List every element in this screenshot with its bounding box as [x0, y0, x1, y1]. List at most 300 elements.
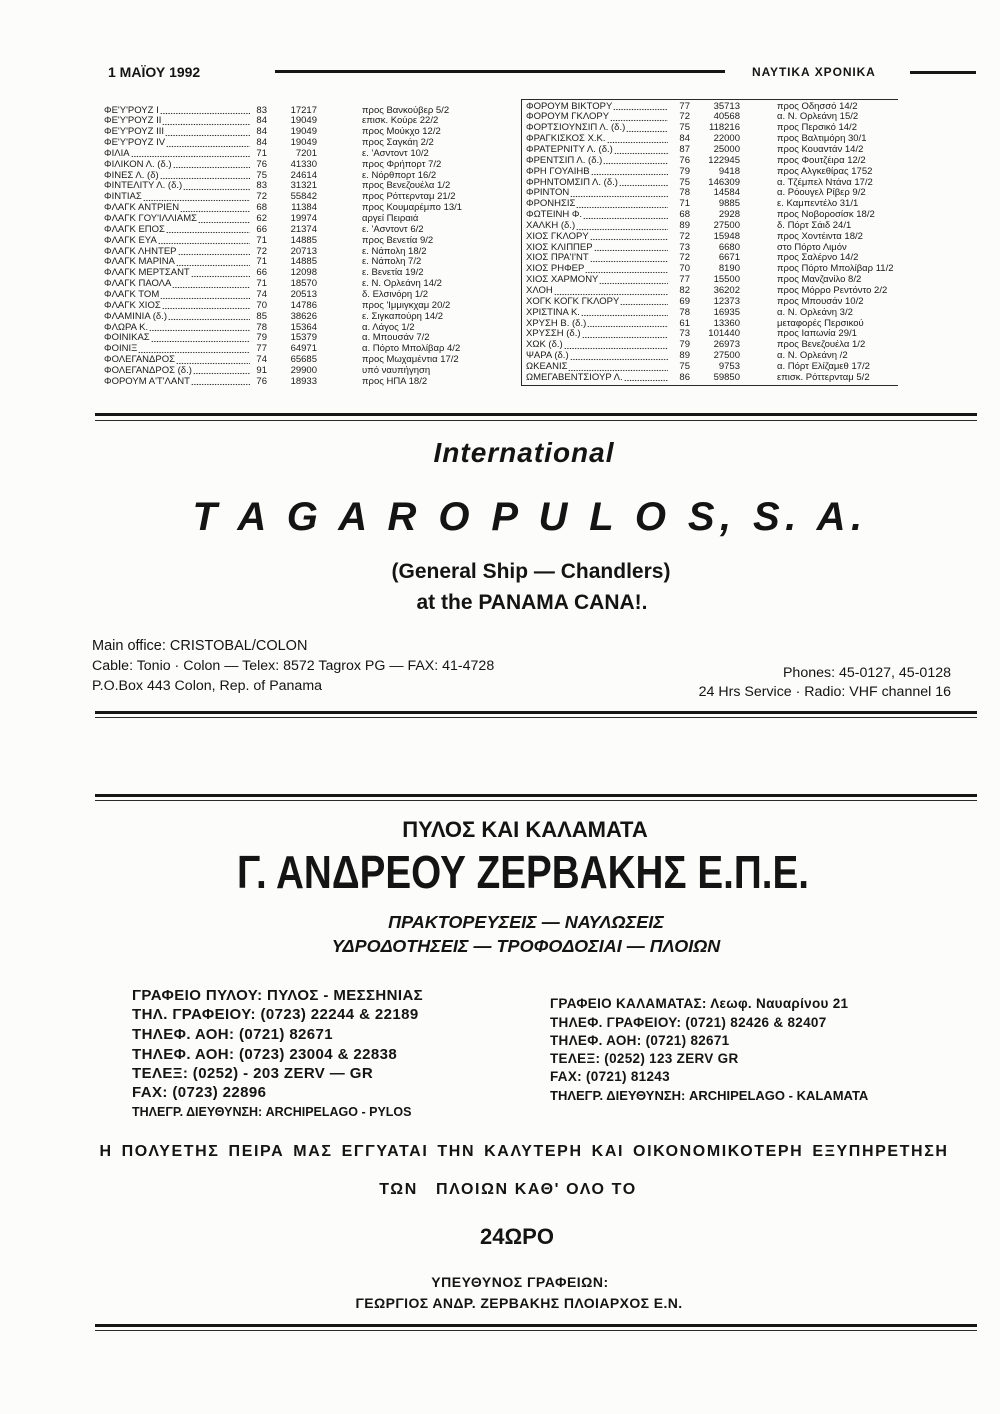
- tonnage: 14885: [290, 256, 317, 268]
- zervakis-services: ΥΔΡΟΔΟΤΗΣΕΙΣ — ΤΡΟΦΟΔΟΣΙΑΙ — ΠΛΟΙΩΝ: [331, 936, 721, 956]
- ship-name-cell: [104, 279, 250, 290]
- tonnage: 12373: [713, 295, 740, 307]
- kalamata-fax: FAX: (0721) 81243: [550, 1069, 670, 1084]
- build-year: 79: [679, 165, 690, 177]
- ship-status: επισκ. Ρόττερνταμ 5/2: [777, 371, 870, 383]
- header-rule-right: [910, 71, 976, 74]
- right-table-border-top: [521, 99, 898, 100]
- pylos-office-address: ΓΡΑΦΕΙΟ ΠΥΛΟΥ: ΠΥΛΟΣ - ΜΕΣΣΗΝΙΑΣ: [132, 987, 424, 1004]
- ship-name-cell: [526, 329, 668, 340]
- ship-name-cell: [104, 366, 250, 377]
- ship-name: ΦΛΑΓΚ ΜΑΡΙΝΑ: [104, 257, 175, 268]
- ship-status: ε. Νόρθπορτ 16/2: [362, 169, 437, 181]
- tonnage: 19049: [290, 126, 317, 138]
- kalamata-telegraph-address: ΤΗΛΕΓΡ. ΔΙΕΥΘΥΝΣΗ: ARCHIPELAGO - KALAMATA: [550, 1088, 869, 1103]
- ship-name-cell: [104, 377, 250, 388]
- ship-name-cell: [104, 323, 250, 334]
- tonnage: 12098: [290, 267, 317, 279]
- ship-status: προς Αλγκεθίρας 1752: [777, 165, 873, 177]
- build-year: 79: [256, 332, 267, 344]
- ship-name: ΦΡΗΝΤΟΜΣΙΠ Λ. (δ.): [526, 177, 618, 188]
- dot-leader: [620, 297, 668, 307]
- ship-name-cell: [104, 160, 250, 171]
- dot-leader: [607, 134, 668, 144]
- ship-status: ε. 'Ασντοντ 10/2: [362, 147, 429, 159]
- ship-name: ΧΙΟΣ ΚΛΙΠΠΕΡ: [526, 242, 593, 253]
- build-year: 73: [679, 328, 690, 340]
- pylos-aoh-phone: ΤΗΛΕΦ. ΑΟΗ: (0723) 23004 & 22838: [132, 1046, 398, 1063]
- dot-leader: [131, 149, 250, 159]
- ship-status: δ. Πόρτ Σάιδ 24/1: [777, 219, 852, 231]
- tagaropulos-po-box: P.O.Box 443 Colon, Rep. of Panama: [92, 678, 323, 694]
- ship-name: ΦΙΝΤΙΑΣ: [104, 192, 142, 203]
- dot-leader: [180, 203, 250, 213]
- dot-leader: [193, 366, 250, 376]
- dot-leader: [626, 123, 668, 133]
- tagaropulos-phones: Phones: 45-0127, 45-0128: [782, 665, 951, 681]
- tonnage: 59850: [713, 371, 740, 383]
- build-year: 62: [256, 213, 267, 224]
- tonnage: 20513: [290, 288, 317, 300]
- build-year: 75: [679, 122, 690, 134]
- ship-name-cell: [104, 301, 250, 312]
- table-row: [526, 373, 896, 384]
- ship-name: ΦΛΑΜΙΝΙΑ (δ.): [104, 311, 168, 322]
- build-year: 72: [679, 230, 690, 242]
- dot-leader: [582, 329, 668, 339]
- ship-status: προς 'Ιμμιγκχαμ 20/2: [362, 299, 451, 311]
- build-year: 84: [256, 115, 267, 127]
- dot-leader: [587, 319, 668, 329]
- ship-status: προς ΗΠΑ 18/2: [362, 375, 428, 387]
- dot-leader: [594, 243, 668, 253]
- kalamata-office-phone: ΤΗΛΕΦ. ΓΡΑΦΕΙΟΥ: (0721) 82426 & 82407: [550, 1015, 827, 1030]
- issue-date: 1 ΜΑΪΟΥ 1992: [108, 64, 201, 80]
- tonnage: 64971: [290, 343, 317, 355]
- build-year: 75: [679, 360, 690, 372]
- dot-leader: [176, 257, 250, 267]
- dot-leader: [568, 362, 668, 372]
- ad-rule-thin: [95, 717, 977, 718]
- ship-name: ΦΛΩΡΑ Κ.: [104, 322, 149, 333]
- ship-name: ΦΡΟΝΗΣΙΣ: [526, 199, 576, 210]
- ship-name-cell: [104, 203, 250, 214]
- ship-status: προς Κουμαρέμπο 13/1: [362, 202, 463, 214]
- build-year: 69: [679, 295, 690, 307]
- build-year: 75: [256, 169, 267, 181]
- tonnage: 118216: [709, 122, 740, 134]
- ship-name: ΧΡΥΣΗ Β. (δ.): [526, 318, 587, 329]
- pylos-fax: FAX: (0723) 22896: [132, 1084, 267, 1101]
- dot-leader: [160, 106, 250, 116]
- dot-leader: [576, 221, 668, 231]
- dot-leader: [158, 236, 250, 246]
- fleet-table-left: [104, 106, 518, 389]
- tonnage: 40568: [713, 111, 740, 123]
- tonnage: 14584: [713, 187, 740, 199]
- ship-name-cell: [104, 138, 250, 149]
- dot-leader: [166, 225, 250, 235]
- dot-leader: [168, 312, 250, 322]
- zervakis-services: ΠΡΑΚΤΟΡΕΥΣΕΙΣ — ΝΑΥΛΩΣΕΙΣ: [388, 912, 664, 932]
- tonnage: 24614: [290, 169, 317, 181]
- tonnage: 122945: [708, 154, 740, 166]
- zervakis-location: ΠΥΛΟΣ ΚΑΙ ΚΑΛΑΜΑΤΑ: [402, 817, 648, 842]
- dot-leader: [178, 247, 251, 257]
- tagaropulos-cable-telex-fax: Cable: Tonio · Colon — Telex: 8572 Tagrox PG — FAX: 41-4728: [92, 658, 495, 674]
- dot-leader: [143, 192, 250, 202]
- ship-name-cell: [526, 145, 668, 156]
- build-year: 89: [679, 350, 690, 362]
- tonnage: 7201: [295, 147, 317, 159]
- build-year: 74: [256, 288, 267, 300]
- ship-name: ΩΜΕΓΑΒΕΝΤΣΙΟΥΡ Λ.: [526, 372, 623, 383]
- build-year: 70: [256, 299, 267, 311]
- zervakis-company-name: Γ. ΑΝΔΡΕΟΥ ΖΕΡΒΑΚΗΣ Ε.Π.Ε.: [237, 846, 809, 898]
- dot-leader: [160, 290, 250, 300]
- ship-status: προς Μωχαμέντια 17/2: [362, 354, 459, 366]
- tonnage: 18570: [290, 278, 317, 290]
- ship-status: δ. Ελσινόρη 1/2: [362, 288, 429, 300]
- dot-leader: [198, 214, 250, 224]
- ship-name: ΧΑΛΚΗ (δ.): [526, 220, 576, 231]
- dot-leader: [599, 275, 668, 285]
- ship-name-cell: [526, 156, 668, 167]
- ship-name: ΧΙΟΣ ΠΡΑ'Ι'ΝΤ: [526, 253, 589, 264]
- ship-name-cell: [526, 275, 668, 286]
- ship-name-cell: [526, 221, 668, 232]
- ship-name-cell: [526, 243, 668, 254]
- footer-rule-thick: [95, 1324, 977, 1327]
- ship-name-cell: [104, 247, 250, 258]
- tonnage: 31321: [290, 180, 317, 192]
- ship-name-cell: [104, 355, 250, 366]
- tonnage: 17217: [290, 104, 317, 116]
- kalamata-telex: ΤΕΛΕΞ: (0252) 123 ZERV GR: [550, 1051, 739, 1066]
- tonnage: 21374: [290, 223, 317, 235]
- ship-name: ΧΙΟΣ ΓΚΛΟΡΥ: [526, 231, 589, 242]
- build-year: 76: [256, 375, 267, 387]
- tonnage: 36202: [713, 285, 740, 297]
- ship-name: ΦΛΑΓΚ ΕΠΟΣ: [104, 224, 165, 235]
- ship-name: ΦΙΛΙΑ: [104, 148, 130, 159]
- ship-name: ΦΕ'Υ'ΡΟΥΖ IV: [104, 138, 166, 149]
- right-table-border-left: [521, 99, 522, 386]
- ship-status: α. Ν. Ορλεάνη 3/2: [777, 306, 853, 318]
- publication-name: ΝΑΥΤΙΚΑ ΧΡΟΝΙΚΑ: [752, 65, 876, 79]
- ship-name-cell: [104, 257, 250, 268]
- dot-leader: [176, 355, 250, 365]
- tonnage: 26973: [713, 339, 740, 351]
- ship-name-cell: [104, 192, 250, 203]
- tonnage: 11384: [291, 202, 317, 214]
- zervakis-24h: 24ΩΡΟ: [480, 1224, 554, 1249]
- build-year: 68: [679, 209, 690, 221]
- header-rule-left: [275, 70, 725, 73]
- tonnage: 2928: [718, 209, 740, 221]
- ship-name: ΧΟΓΚ ΚΟΓΚ ΓΚΛΟΡΥ: [526, 296, 620, 307]
- table-row: [104, 301, 518, 312]
- ship-status: προς Ιαπωνία 29/1: [777, 328, 857, 340]
- ship-name-cell: [104, 344, 250, 355]
- tonnage: 9885: [718, 198, 740, 210]
- dot-leader: [165, 127, 250, 137]
- ship-name: ΦΡΕΝΤΣΙΠ Λ. (δ.): [526, 155, 603, 166]
- build-year: 71: [679, 198, 690, 210]
- dot-leader: [172, 279, 250, 289]
- zervakis-manager-name: ΓΕΩΡΓΙΟΣ ΑΝΔΡ. ΖΕΡΒΑΚΗΣ ΠΛΟΙΑΡΧΟΣ Ε.Ν.: [355, 1295, 683, 1311]
- ship-name: ΦΙΛΙΚΟΝ Λ. (δ.): [104, 159, 172, 170]
- ship-name: ΦΡΑΤΕΡΝΙΤΥ Λ. (δ.): [526, 144, 613, 155]
- dot-leader: [166, 138, 250, 148]
- build-year: 83: [256, 180, 267, 192]
- ship-status: προς Μπουσάν 10/2: [777, 295, 864, 307]
- build-year: 89: [679, 219, 690, 231]
- ship-name: ΧΩΚ (δ.): [526, 340, 563, 351]
- ship-name-cell: [526, 286, 668, 297]
- tagaropulos-company-name: T A G A R O P U L O S, S. A.: [192, 495, 868, 539]
- build-year: 79: [679, 339, 690, 351]
- tonnage: 29900: [290, 364, 317, 376]
- ad-rule-thin: [95, 800, 977, 801]
- ship-status: προς Σαλέρνο 14/2: [777, 252, 859, 264]
- tonnage: 55842: [290, 191, 317, 203]
- ship-name: ΦΟΡΤΣΙΟΥΝΣΙΠ Λ. (δ.): [526, 123, 626, 134]
- ship-status: ε. Καμπεντέλο 31/1: [777, 198, 859, 210]
- tagaropulos-main-office: Main office: CRISTOBAL/COLON: [92, 638, 308, 654]
- dot-leader: [570, 351, 668, 361]
- ship-name: ΦΡΑΓΚΙΣΚΟΣ Χ.Κ.: [526, 134, 606, 145]
- build-year: 84: [256, 126, 267, 138]
- build-year: 84: [256, 137, 267, 149]
- dot-leader: [585, 264, 668, 274]
- dot-leader: [614, 145, 668, 155]
- tagaropulos-tagline-location: at the PANAMA CANA!.: [416, 591, 648, 614]
- ship-status: προς Μανζανίλο 8/2: [777, 274, 862, 286]
- table-row: [104, 160, 518, 171]
- ship-name-cell: [526, 362, 668, 373]
- ship-name: ΦΟΡΟΥΜ ΒΙΚΤΟΡΥ: [526, 101, 613, 112]
- ship-status: α. Πόρτ Ελίζαμεθ 17/2: [777, 360, 870, 372]
- ship-name: ΦΟΡΟΥΜ Α'Τ'ΛΑΝΤ: [104, 376, 190, 387]
- ship-name-cell: [526, 178, 668, 189]
- pylos-aoh-phone: ΤΗΛΕΦ. ΑΟΗ: (0721) 82671: [132, 1026, 334, 1043]
- ship-name-cell: [526, 232, 668, 243]
- build-year: 84: [679, 133, 690, 145]
- dot-leader: [603, 156, 668, 166]
- ship-status: επισκ. Κούρε 22/2: [362, 115, 439, 127]
- ship-status: προς Κουαντάν 14/2: [777, 143, 864, 155]
- ship-name-cell: [526, 199, 668, 210]
- dot-leader: [554, 286, 668, 296]
- ship-status: προς Σαγκάη 2/2: [362, 137, 434, 149]
- build-year: 78: [679, 187, 690, 199]
- tonnage: 15379: [290, 332, 317, 344]
- ship-status: στο Πόρτο Λιμόν: [777, 241, 847, 253]
- ship-status: προς Βενετία 9/2: [362, 234, 434, 246]
- tonnage: 19049: [290, 115, 317, 127]
- dot-leader: [583, 210, 668, 220]
- ship-status: προς Βανκούβερ 5/2: [362, 104, 450, 116]
- build-year: 72: [256, 245, 267, 257]
- ship-name-cell: [104, 312, 250, 323]
- ship-status: ε. Βενετία 19/2: [362, 267, 424, 279]
- ship-name: ΦΛΑΓΚ ΧΙΟΣ: [104, 300, 161, 311]
- ship-name: ΨΑΡΑ (δ.): [526, 351, 569, 362]
- tonnage: 15500: [713, 274, 740, 286]
- ship-status: προς Περσικό 14/2: [777, 122, 857, 134]
- ship-name: ΦΟΙΝΙΚΑΣ: [104, 333, 150, 344]
- ship-name: ΦΩΤΕΙΝΗ Φ.: [526, 210, 583, 221]
- table-row: [526, 167, 896, 178]
- ship-name-cell: [526, 297, 668, 308]
- ship-status: α. Ν. Ορλεάνη /2: [777, 350, 848, 362]
- tonnage: 9753: [718, 360, 740, 372]
- ship-name-cell: [526, 340, 668, 351]
- tonnage: 25000: [713, 143, 740, 155]
- tonnage: 16935: [713, 306, 740, 318]
- footer-rule-thin: [95, 1330, 977, 1331]
- ship-status: προς Βαλτιμόρη 30/1: [777, 133, 867, 145]
- ship-name-cell: [526, 102, 668, 113]
- build-year: 71: [256, 256, 267, 268]
- build-year: 75: [679, 176, 690, 188]
- dot-leader: [183, 181, 250, 191]
- tonnage: 14885: [290, 234, 317, 246]
- ship-name-cell: [526, 188, 668, 199]
- zervakis-slogan: Η ΠΟΛΥΕΤΗΣ ΠΕΙΡΑ ΜΑΣ ΕΓΓΥΑΤΑΙ ΤΗΝ ΚΑΛΥΤΕΡΗ ΚΑΙ ΟΙΚΟΝΟΜΙΚΟΤΕΡΗ ΕΞΥΠΗΡΕΤΗΣΗ: [99, 1143, 949, 1160]
- tonnage: 8190: [718, 263, 740, 275]
- build-year: 82: [679, 285, 690, 297]
- ship-name-cell: [104, 333, 250, 344]
- build-year: 78: [679, 306, 690, 318]
- tonnage: 20713: [290, 245, 317, 257]
- ship-status: μεταφορές Περσικού: [777, 317, 864, 329]
- ship-status: α. Ν. Ορλεάνη 15/2: [777, 111, 859, 123]
- build-year: 72: [256, 191, 267, 203]
- ship-name: ΦΛΑΓΚ ΕΥΑ: [104, 235, 157, 246]
- dot-leader: [162, 116, 250, 126]
- ship-name: ΦΟΙΝΙΞ: [104, 344, 138, 355]
- ship-name: ΦΡΙΝΤΟΝ: [526, 188, 570, 199]
- tonnage: 18933: [290, 375, 317, 387]
- ship-status: προς Ρόττερνταμ 21/2: [362, 191, 456, 203]
- ship-status: προς Φρήπορτ 7/2: [362, 158, 442, 170]
- tonnage: 15948: [713, 230, 740, 242]
- ship-name: ΧΙΟΣ ΡΗΦΕΡ: [526, 264, 585, 275]
- table-row: [526, 232, 896, 243]
- ship-status: προς Βενεζουέλα 1/2: [362, 180, 451, 192]
- build-year: 73: [679, 241, 690, 253]
- ship-status: α. Πόρτο Μπολίβαρ 4/2: [362, 343, 461, 355]
- build-year: 71: [256, 278, 267, 290]
- build-year: 86: [679, 371, 690, 383]
- section-rule-thin: [95, 420, 977, 421]
- tonnage: 22000: [713, 133, 740, 145]
- build-year: 72: [679, 252, 690, 264]
- ship-name: ΦΟΛΕΓΑΝΔΡΟΣ: [104, 355, 175, 366]
- pylos-office-phone: ΤΗΛ. ΓΡΑΦΕΙΟΥ: (0723) 22244 & 22189: [132, 1006, 419, 1023]
- ship-status: ε. 'Ασντοντ 6/2: [362, 223, 424, 235]
- ad-rule-thick: [95, 794, 977, 797]
- table-row: [526, 308, 896, 319]
- build-year: 71: [256, 147, 267, 159]
- ship-name-cell: [526, 253, 668, 264]
- ship-name: ΦΕ'Υ'ΡΟΥΖ ΙΙ: [104, 116, 162, 127]
- tonnage: 19049: [290, 137, 317, 149]
- ship-name-cell: [526, 112, 668, 123]
- ship-name-cell: [526, 319, 668, 330]
- table-row: [104, 312, 518, 323]
- ship-name: ΦΙΝΤΕΛΙΤΥ Λ. (δ.): [104, 181, 183, 192]
- fleet-table-right: [526, 102, 896, 385]
- ship-name-cell: [104, 290, 250, 301]
- build-year: 77: [679, 274, 690, 286]
- tonnage: 146309: [708, 176, 740, 188]
- tonnage: 13360: [713, 317, 740, 329]
- ship-name-cell: [104, 214, 250, 225]
- ship-name: ΦΟΡΟΥΜ ΓΚΛΟΡΥ: [526, 112, 610, 123]
- ship-name: ΦΕ'Υ'ΡΟΥΖ Ι: [104, 105, 159, 116]
- build-year: 76: [679, 154, 690, 166]
- ship-name-cell: [104, 171, 250, 182]
- ship-name-cell: [526, 264, 668, 275]
- table-row: [104, 377, 518, 388]
- tagaropulos-tagline: (General Ship — Chandlers): [391, 560, 671, 583]
- tonnage: 6680: [718, 241, 740, 253]
- ad-rule-thick: [95, 711, 977, 714]
- ship-status: προς Οδησσό 14/2: [777, 100, 858, 112]
- ship-name-cell: [526, 134, 668, 145]
- dot-leader: [149, 323, 250, 333]
- tonnage: 101440: [708, 328, 740, 340]
- ship-name-cell: [104, 225, 250, 236]
- ship-name: ΦΡΗ ΓΟΥΑΙΗΒ: [526, 166, 590, 177]
- dot-leader: [138, 344, 250, 354]
- ship-name-cell: [104, 116, 250, 127]
- dot-leader: [576, 199, 668, 209]
- build-year: 76: [256, 158, 267, 170]
- ship-status: α. Λάγος 1/2: [362, 321, 415, 333]
- ship-status: προς Μούκχο 12/2: [362, 126, 441, 138]
- zervakis-manager-label: ΥΠΕΥΘΥΝΟΣ ΓΡΑΦΕΙΩΝ:: [431, 1274, 609, 1290]
- build-year: 78: [256, 321, 267, 333]
- tonnage: 19974: [290, 213, 317, 224]
- ship-status: α. Τζέμπελ Ντάνα 17/2: [777, 176, 873, 188]
- ship-name-cell: [526, 210, 668, 221]
- ship-name: ΦΛΑΓΚ ΛΗΝΤΕΡ: [104, 246, 177, 257]
- ship-name-cell: [104, 149, 250, 160]
- build-year: 91: [256, 364, 267, 376]
- ship-name: ΧΡΥΣΣΗ (δ.): [526, 329, 581, 340]
- ship-status: προς Βενεζουέλα 1/2: [777, 339, 866, 351]
- ship-status: α. Ρόουγελ Ρίβερ 9/2: [777, 187, 866, 199]
- ship-name: ΧΛΟΗ: [526, 286, 553, 297]
- section-rule-thick: [95, 413, 977, 416]
- dot-leader: [590, 253, 668, 263]
- build-year: 74: [256, 354, 267, 366]
- ship-name-cell: [104, 106, 250, 117]
- ship-status: προς Φουτζέιρα 12/2: [777, 154, 866, 166]
- dot-leader: [624, 373, 668, 383]
- ship-name: ΦΛΑΓΚ ΤΟΜ: [104, 289, 160, 300]
- tagaropulos-kicker: International: [433, 437, 615, 468]
- ship-status: ε. Σιγκαπούρη 14/2: [362, 310, 444, 322]
- ship-name-cell: [104, 181, 250, 192]
- ship-name: ΦΛΑΓΚ ΜΕΡΤΣΑΝΤ: [104, 268, 190, 279]
- ship-name-cell: [104, 268, 250, 279]
- build-year: 77: [679, 100, 690, 112]
